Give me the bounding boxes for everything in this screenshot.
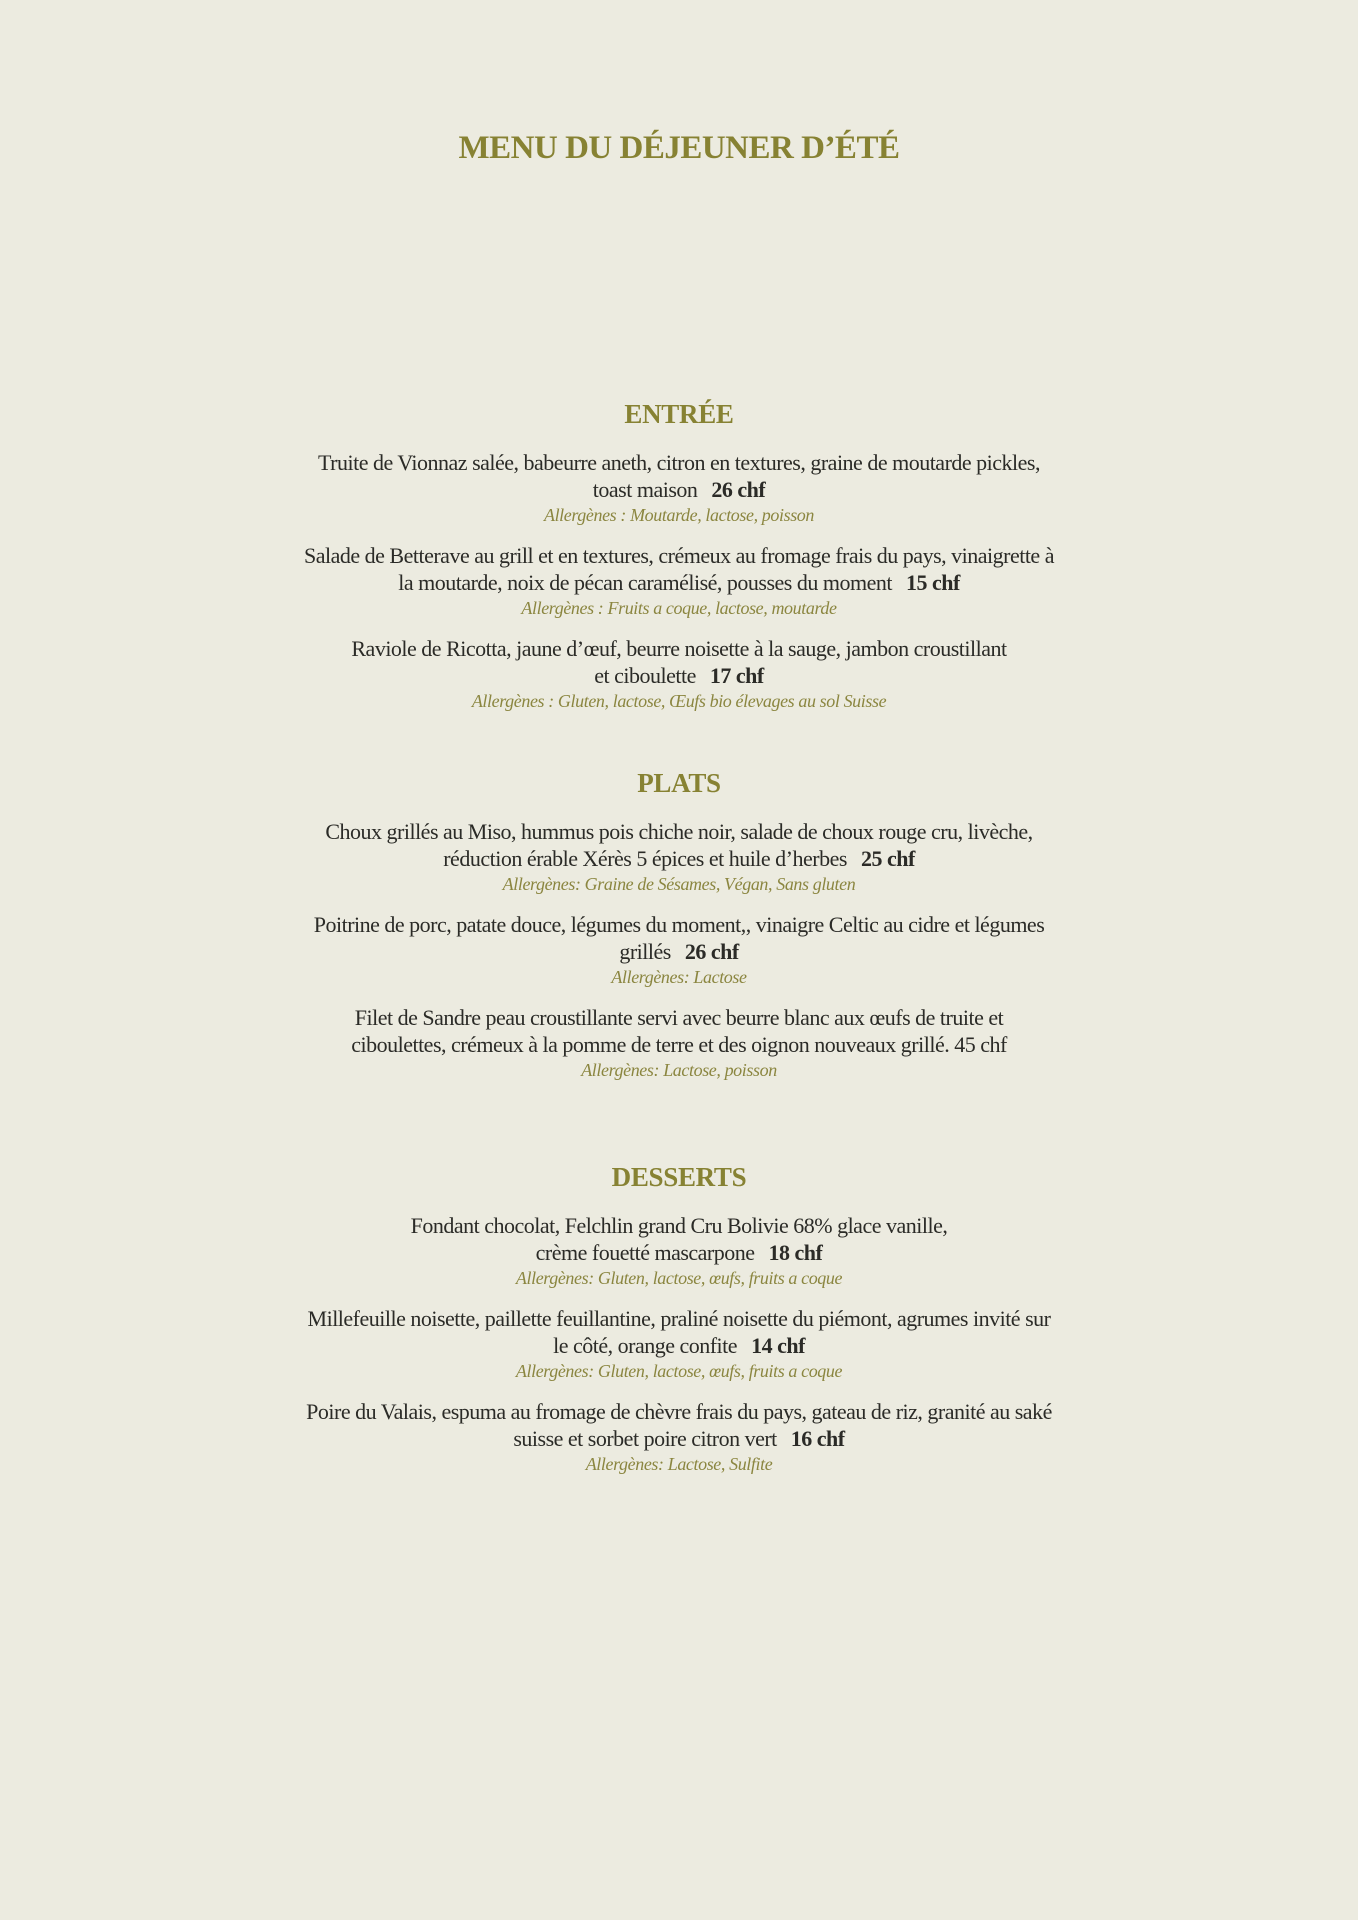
dish-allergens: Allergènes : Fruits a coque, lactose, moutarde [521, 598, 837, 618]
dish-description [269, 1305, 1089, 1359]
dish-line: suisse et sorbet poire citron vert [513, 1426, 777, 1451]
dish-line: toast maison [592, 477, 698, 502]
dish-item [0, 1398, 1358, 1476]
dish-item [0, 449, 1358, 527]
section-desserts [0, 1157, 1358, 1476]
dish-item [0, 1004, 1358, 1082]
dish-allergens: Allergènes: Graine de Sésames, Végan, Sans gluten [502, 874, 856, 894]
dish-line: Poire du Valais, espuma au fromage de chèvre frais du pays, gateau de riz, granité au saké [306, 1399, 1052, 1424]
dish-description [269, 1004, 1089, 1058]
dish-description [269, 449, 1089, 503]
dish-price: 15 chf [905, 570, 960, 595]
dish-description [269, 818, 1089, 872]
dish-line: grillés [619, 939, 671, 964]
dish-price: 16 chf [790, 1426, 845, 1451]
dish-allergens: Allergènes : Gluten, lactose, Œufs bio élevages au sol Suisse [471, 691, 887, 711]
dish-line: et ciboulette [594, 663, 696, 688]
dish-line: Choux grillés au Miso, hummus pois chiche noir, salade de choux rouge cru, livèche, [325, 819, 1033, 844]
menu-title: MENU DU DÉJEUNER D’ÉTÉ [458, 130, 900, 166]
dish-line: Raviole de Ricotta, jaune d’œuf, beurre noisette à la sauge, jambon croustillant [351, 636, 1007, 661]
dish-description [269, 635, 1089, 689]
dish-description [269, 1398, 1089, 1452]
dish-price: 17 chf [709, 663, 764, 688]
dish-item [0, 911, 1358, 989]
dish-allergens: Allergènes: Lactose, poisson [581, 1060, 777, 1080]
dish-allergens: Allergènes: Lactose [611, 967, 747, 987]
dish-line: Truite de Vionnaz salée, babeurre aneth, citron en textures, graine de moutarde pickles, [318, 450, 1040, 475]
dish-price: 25 chf [860, 846, 915, 871]
section-title: PLATS [637, 768, 721, 798]
dish-price: 26 chf [711, 477, 766, 502]
dish-line: Fondant chocolat, Felchlin grand Cru Bolivie 68% glace vanille, [410, 1213, 948, 1238]
dish-allergens: Allergènes : Moutarde, lactose, poisson [543, 505, 815, 525]
dish-line: crème fouetté mascarpone [535, 1240, 755, 1265]
dish-item [0, 818, 1358, 896]
dish-item [0, 1212, 1358, 1290]
dish-line: Salade de Betterave au grill et en textures, crémeux au fromage frais du pays, vinaigrette à [304, 543, 1054, 568]
dish-item [0, 1305, 1358, 1383]
section-title: ENTRÉE [624, 399, 734, 429]
dish-line: Millefeuille noisette, paillette feuillantine, praliné noisette du piémont, agrumes invité sur [307, 1306, 1051, 1331]
dish-price: 26 chf [684, 939, 739, 964]
dish-item [0, 542, 1358, 620]
dish-allergens: Allergènes: Lactose, Sulfite [585, 1454, 773, 1474]
dish-price: 14 chf [751, 1333, 805, 1358]
dish-allergens: Allergènes: Gluten, lactose, œufs, fruits a coque [515, 1268, 843, 1288]
dish-line: le côté, orange confite [553, 1333, 738, 1358]
section-entree [0, 394, 1358, 713]
dish-line: Poitrine de porc, patate douce, légumes du moment,, vinaigre Celtic au cidre et légumes [313, 912, 1045, 937]
dish-line: réduction érable Xérès 5 épices et huile d’herbes [443, 846, 847, 871]
section-title: DESSERTS [611, 1162, 747, 1192]
section-plats [0, 763, 1358, 1082]
dish-item [0, 635, 1358, 713]
dish-allergens: Allergènes: Gluten, lactose, œufs, fruits a coque [515, 1361, 843, 1381]
dish-line: ciboulettes, crémeux à la pomme de terre et des oignon nouveaux grillé. 45 chf [351, 1032, 1007, 1057]
dish-price: 18 chf [768, 1240, 823, 1265]
dish-description [269, 1212, 1089, 1266]
dish-line: la moutarde, noix de pécan caramélisé, pousses du moment [398, 570, 892, 595]
dish-description [269, 911, 1089, 965]
dish-line: Filet de Sandre peau croustillante servi avec beurre blanc aux œufs de truite et [354, 1005, 1004, 1030]
dish-description [269, 542, 1089, 596]
